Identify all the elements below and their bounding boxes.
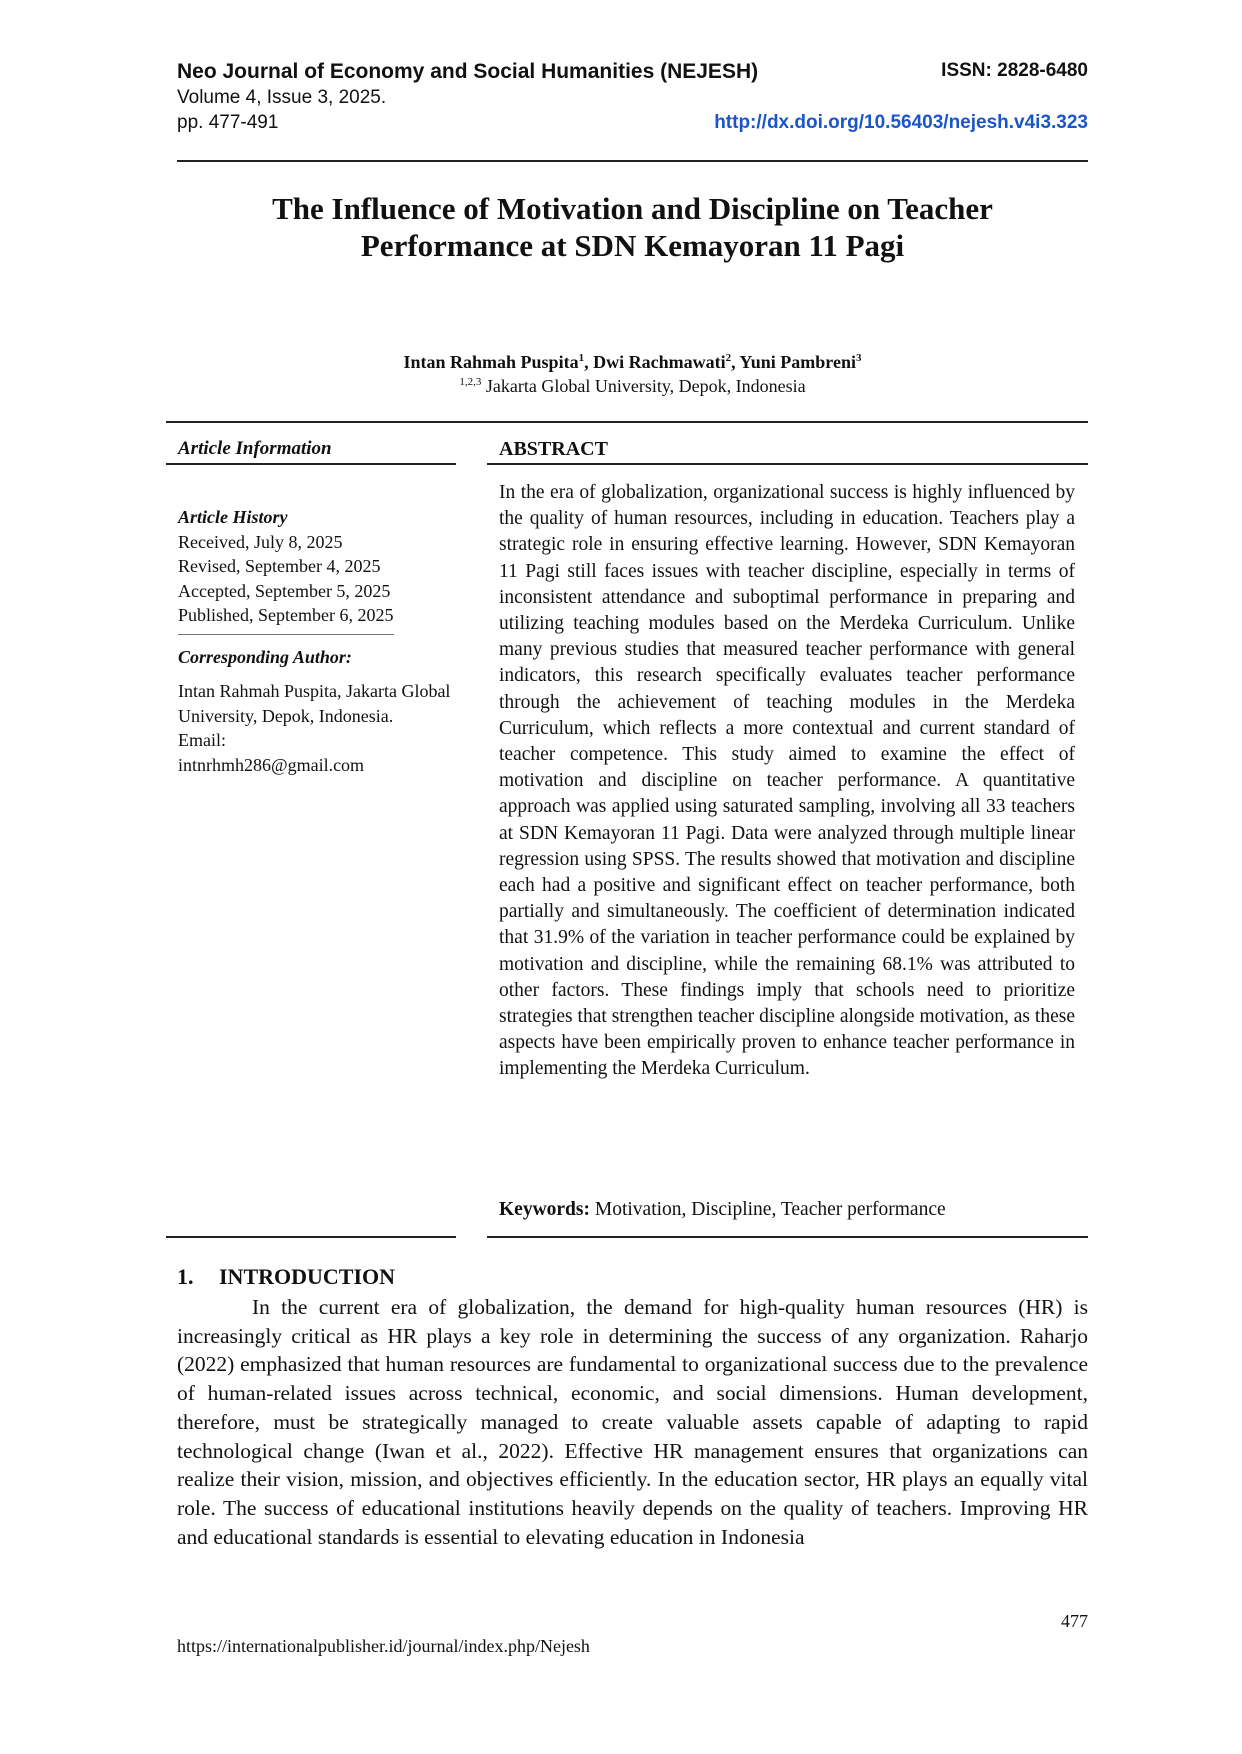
journal-name: Neo Journal of Economy and Social Humanities (NEJESH) bbox=[177, 60, 759, 83]
author-2: Dwi Rachmawati bbox=[593, 352, 726, 372]
section-number: 1. bbox=[177, 1264, 194, 1289]
received-date: Received, July 8, 2025 bbox=[178, 531, 343, 552]
author-list bbox=[177, 352, 1088, 373]
author-separator: , bbox=[731, 352, 740, 372]
abstract-head-divider bbox=[487, 463, 1088, 465]
section-heading-introduction bbox=[177, 1264, 395, 1290]
section-title: INTRODUCTION bbox=[219, 1264, 396, 1289]
author-3-affil: 3 bbox=[855, 352, 862, 364]
abstract-text: In the era of globalization, organizational success is highly influenced by the quality of human resources, including in education. Teachers play a strategic role in ensuring effective learning. However, SDN Kemayoran 11 Pagi still faces issues with teacher discipline, especially in terms of inconsistent attendance and suboptimal performance in preparing and utilizing teaching modules based on the Merdeka Curriculum. Unlike many previous studies that measured teacher performance with general indicators, this research specifically evaluates teacher performance through the achievement of teaching modules in the Merdeka Curriculum, which reflects a more contextual and current standard of teacher competence. This study aimed to examine the effect of motivation and discipline on teacher performance. A quantitative approach was applied using saturated sampling, involving all 33 teachers at SDN Kemayoran 11 Pagi. Data were analyzed through multiple linear regression using SPSS. The results showed that motivation and discipline each had a positive and significant effect on teacher performance, both partially and simultaneously. The coefficient of determination indicated that 31.9% of the variation in teacher performance could be explained by motivation and discipline, while the remaining 68.1% was attributed to other factors. These findings imply that schools need to prioritize strategies that strengthen teacher discipline alongside motivation, as these aspects have been empirically proven to enhance teacher performance in implementing the Merdeka Curriculum. bbox=[499, 482, 1075, 1080]
history-separator bbox=[178, 634, 394, 635]
email-label: Email: bbox=[178, 730, 226, 750]
article-history-heading: Article History bbox=[178, 507, 288, 527]
affiliation-text: Jakarta Global University, Depok, Indonesia bbox=[485, 376, 806, 396]
article-info-panel bbox=[178, 505, 453, 777]
abstract-heading: ABSTRACT bbox=[499, 438, 608, 460]
info-left-bottom-divider bbox=[166, 1236, 456, 1238]
affiliation bbox=[177, 376, 1088, 397]
accepted-date: Accepted, September 5, 2025 bbox=[178, 580, 391, 601]
author-email[interactable]: intnrhmh286@gmail.com bbox=[178, 754, 365, 775]
doi-link[interactable]: http://dx.doi.org/10.56403/nejesh.v4i3.323 bbox=[714, 112, 1088, 133]
page-number: 477 bbox=[1061, 1611, 1088, 1631]
header-divider bbox=[177, 160, 1088, 162]
paper-title bbox=[177, 190, 1088, 264]
info-top-divider bbox=[166, 421, 1088, 423]
page-range: pp. 477-491 bbox=[177, 112, 279, 133]
keywords-label: Keywords: bbox=[499, 1199, 590, 1220]
paper-title-line-1: The Influence of Motivation and Discipline on Teacher bbox=[272, 191, 993, 226]
footer-url[interactable]: https://internationalpublisher.id/journal/index.php/Nejesh bbox=[177, 1636, 590, 1656]
keywords-list: Motivation, Discipline, Teacher performance bbox=[594, 1199, 946, 1220]
author-2-affil: 2 bbox=[725, 352, 732, 364]
corresponding-author-heading: Corresponding Author: bbox=[178, 646, 352, 667]
author-1-affil: 1 bbox=[578, 352, 585, 364]
volume-issue: Volume 4, Issue 3, 2025. bbox=[177, 87, 387, 108]
author-separator: , bbox=[584, 352, 594, 372]
corresponding-author-name: Intan Rahmah Puspita, Jakarta Global University, Depok, Indonesia. bbox=[178, 681, 451, 726]
author-3: Yuni Pambreni bbox=[739, 352, 856, 372]
affiliation-markers: 1,2,3 bbox=[459, 376, 482, 388]
article-info-heading: Article Information bbox=[178, 438, 332, 459]
abstract-bottom-divider bbox=[487, 1236, 1088, 1238]
keywords bbox=[499, 1199, 1075, 1221]
issn: ISSN: 2828-6480 bbox=[941, 60, 1088, 81]
published-date: Published, September 6, 2025 bbox=[178, 605, 394, 625]
paper-title-line-2: Performance at SDN Kemayoran 11 Pagi bbox=[360, 228, 905, 263]
author-1: Intan Rahmah Puspita bbox=[403, 352, 579, 372]
introduction-paragraph: In the current era of globalization, the demand for high-quality human resources (HR) is increasingly critical as HR plays a key role in determining the success of any organization. Raharjo (2022) emphasized that human resources are fundamental to organizational success due to the prevalence of human-related issues across technical, economic, and social dimensions. Human development, therefore, must be strategically managed to create valuable assets capable of adapting to rapid technological change (Iwan et al., 2022). Effective HR management ensures that organizations can realize their vision, mission, and objectives efficiently. In the education sector, HR plays an equally vital role. The success of educational institutions heavily depends on the quality of teachers. Improving HR and educational standards is essential to elevating education in Indonesia bbox=[177, 1295, 1088, 1549]
spacer bbox=[178, 669, 453, 679]
revised-date: Revised, September 4, 2025 bbox=[178, 556, 381, 576]
info-left-divider bbox=[166, 463, 456, 465]
